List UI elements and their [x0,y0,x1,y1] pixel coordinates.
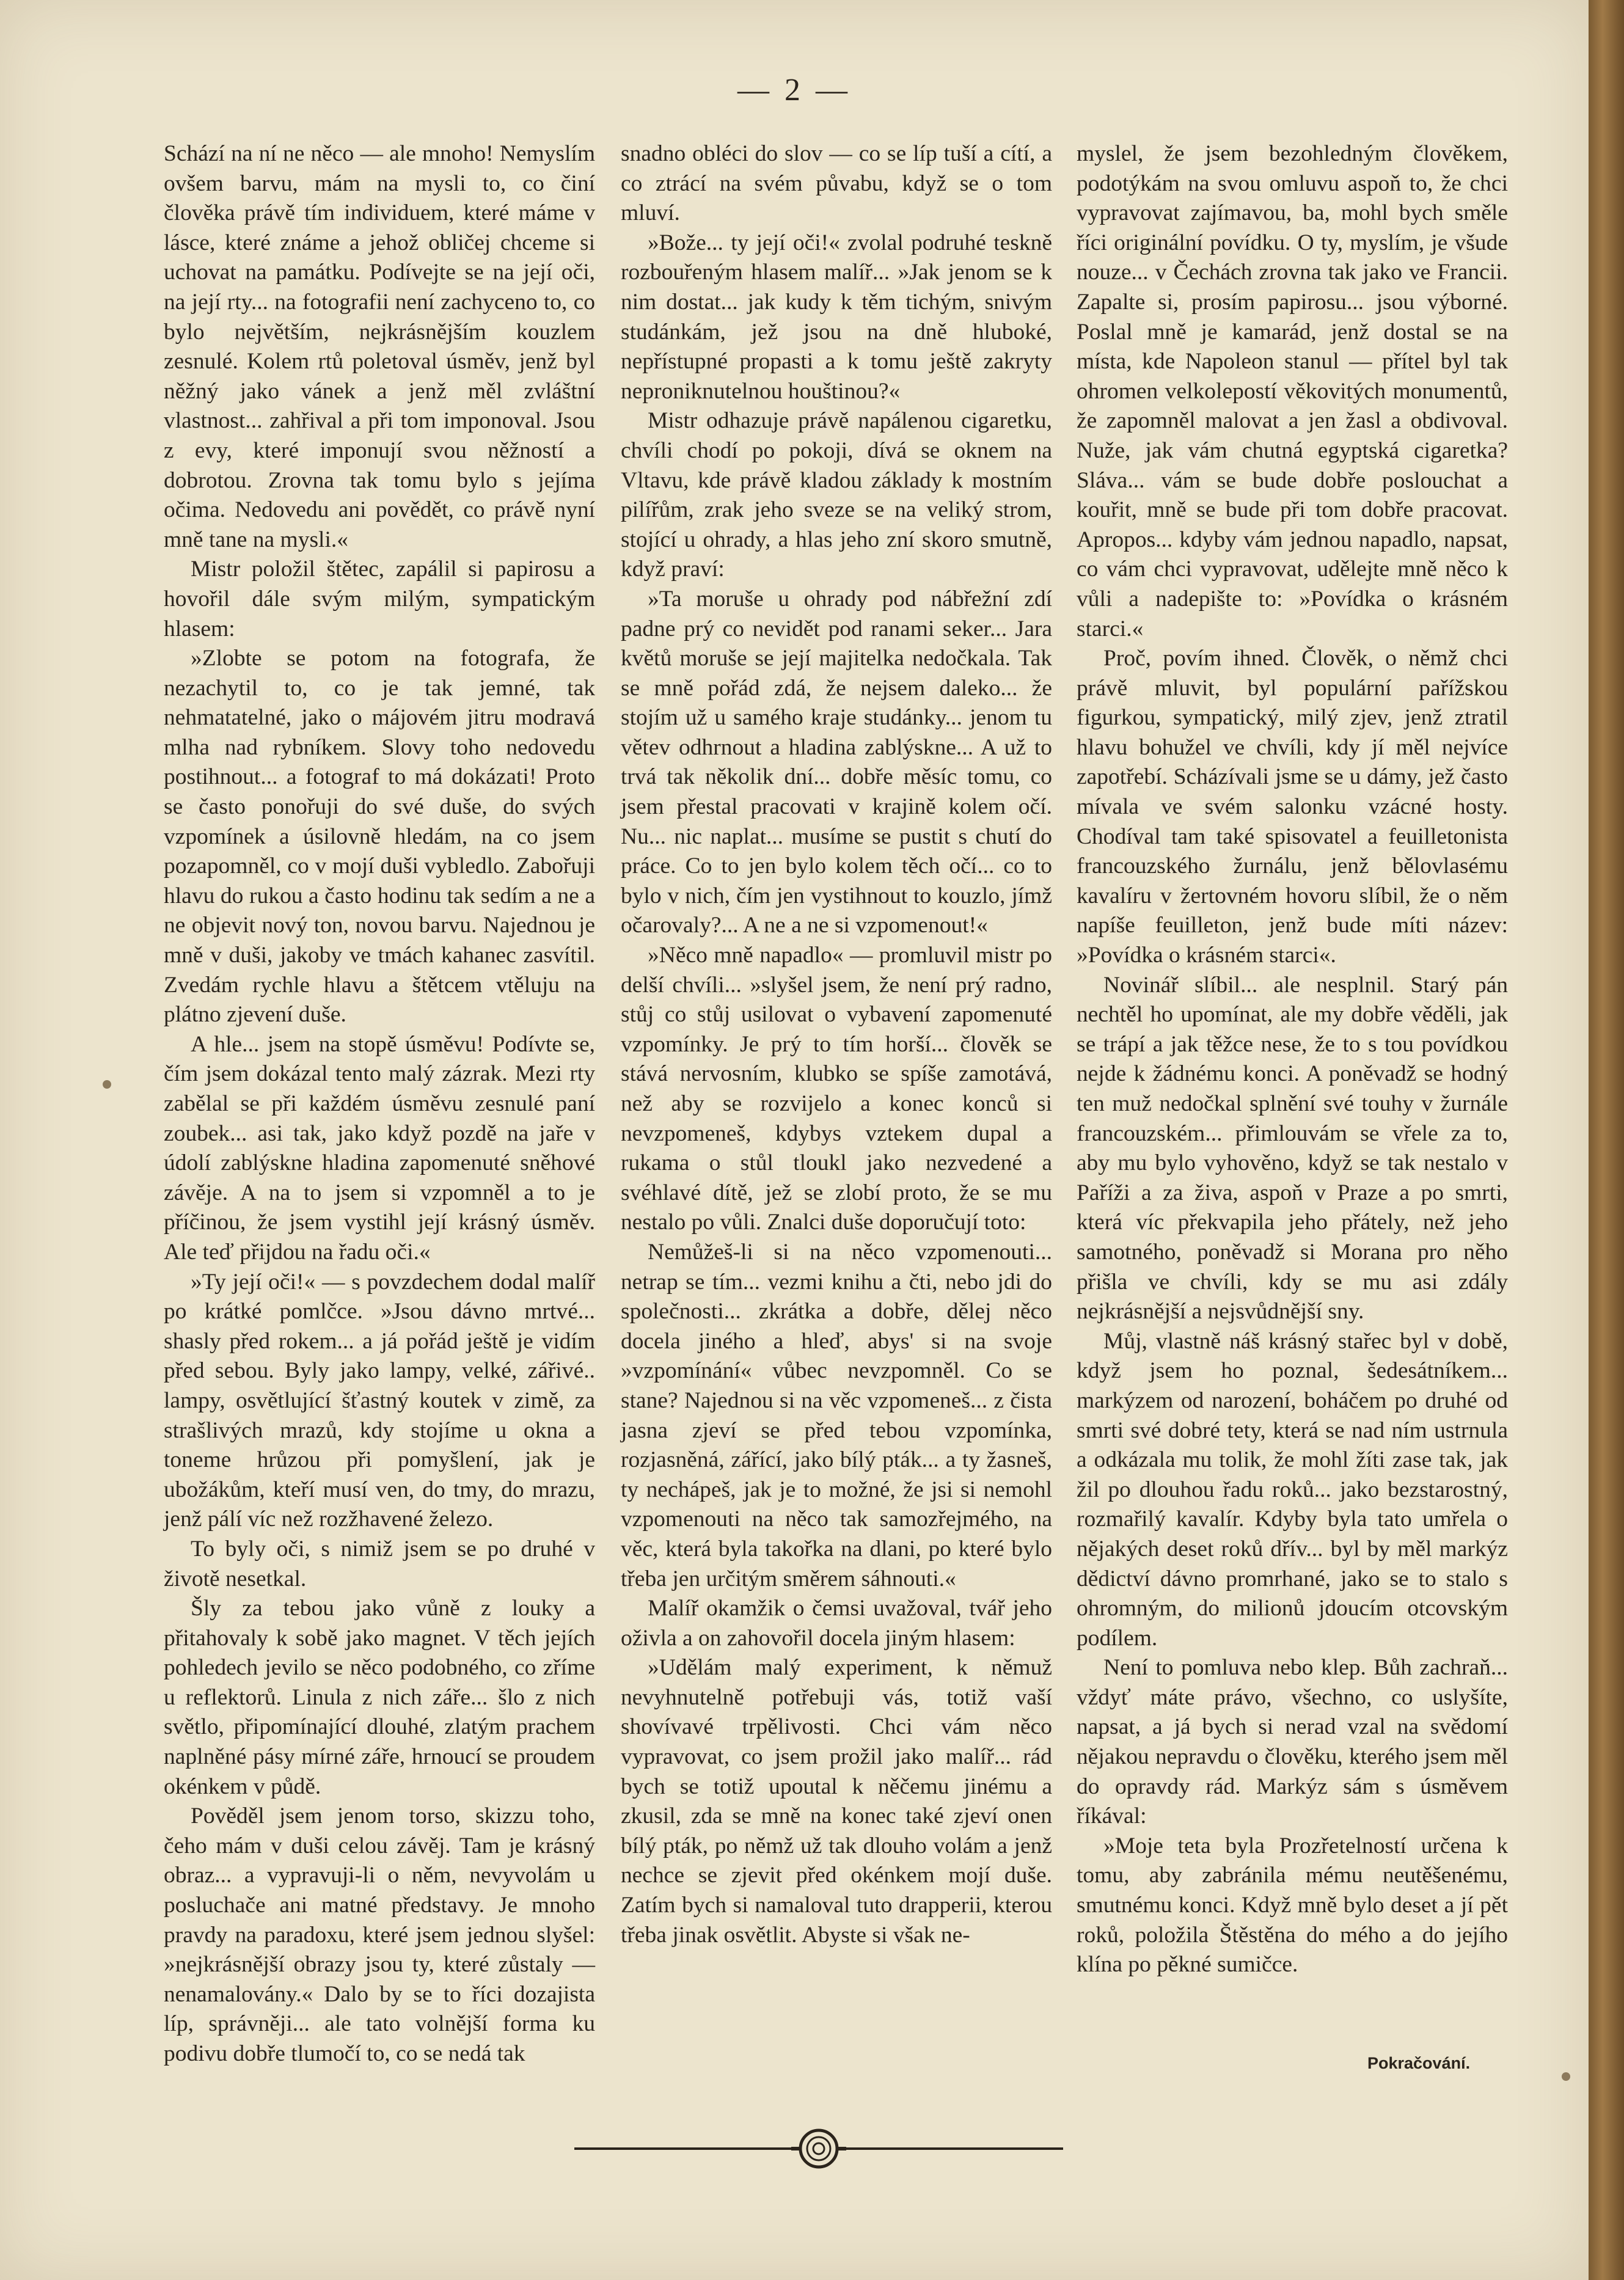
paragraph: »Moje teta byla Prozřetelností určena k tomu, aby zabránila mému neutěšenému, smutnému konci. Když mně bylo deset a jí pět roků, položila Štěstěna do mého a do jejího klína po pěkné sumičce. [1077,1833,1508,1978]
paragraph: Schází na ní ne něco — ale mnoho! Nemyslím ovšem barvu, mám na mysli to, co činí člověka právě tím individuem, které máme v lásce, které známe a jehož obličej chceme si uchovat na památku. Podívejte se na její oči, na její rty... na fotografii není zachyceno to, co bylo největším, nejkrásnějším kouzlem zesnulé. Kolem rtů poletoval úsměv, jenž byl něžný jako vánek a jenž měl zvláštní vlastnost... zahřival a při tom imponoval. Jsou z evy, které imponují svou něžností a dobrotou. Zrovna tak tomu bylo s jejíma očima. Nedovedu ani povědět, co právě nyní mně tane na mysli.« [164,141,595,552]
paper-speck [1562,2072,1570,2081]
paragraph: A hle... jsem na stopě úsměvu! Podívte se, čím jsem dokázal tento malý zázrak. Mezi rty zabělal se při každém úsměvu zesnulé paní zoubek... asi tak, jako když pozdě na jaře v údolí zablýskne hladina zapomenuté sněhové závěje. A na to jsem si vzpomněl a to je příčinou, že jsem vystihl její krásný úsměv. Ale teď přijdou na řadu oči.« [164,1031,595,1265]
paragraph: Proč, povím ihned. Člověk, o němž chci právě mluvit, byl populární pařížskou figurkou, sympatický, milý zjev, jenž ztratil hlavu bohužel ve chvíli, kdy jí měl nejvíce zapotřebí. Scházívali jsme se u dámy, jež často mívala ve svém salonku vzácné hosty. Chodíval tam také spisovatel a feuilletonista francouzského žurnálu, jenž bělovlasému kavalíru v žertovném hovoru slíbil, že o něm napíše feuilleton, jenž bude míti název: »Povídka o krásném starci«. [1077,646,1508,968]
paragraph: Mistr položil štětec, zapálil si papirosu a hovořil dále svým milým, sympatickým hlasem: [164,557,595,641]
paragraph: »Ty její oči!« — s povzdechem dodal malíř po krátké pomlčce. »Jsou dávno mrtvé... shasly před rokem... a já pořád ještě je vidím před sebou. Byly jako lampy, velké, zářivé.. lampy, osvětlující šťastný koutek v zimě, za strašlivých mrazů, kdy stojíme u okna a toneme hrůzou při pomyšlení, jak je ubožákům, kteří musí ven, do tmy, do mrazu, jenž pálí víc než rozžhavené železo. [164,1269,595,1532]
paragraph: snadno obléci do slov — co se líp tuší a cítí, a co ztrácí na svém půvabu, když se o tom mluví. [621,141,1052,226]
page-number: — 2 — [737,73,851,108]
paragraph: Není to pomluva nebo klep. Bůh zachraň... vždyť máte právo, všechno, co uslyšíte, napsat, a já bych si nerad vzal na svědomí nějakou nepravdu o člověku, kterého jsem měl do opravdy rád. Markýz sám s úsměvem říkával: [1077,1655,1508,1829]
page-binding-edge [1589,0,1624,2280]
end-ornament-icon [574,2127,1063,2170]
paragraph: Nemůžeš-li si na něco vzpomenouti... netrap se tím... vezmi knihu a čti, nebo jdi do společnosti... zkrátka a dobře, dělej něco docela jiného a hleď, abys' si na svoje »vzpomínání« vůbec nevzpomněl. Co se stane? Najednou si na věc vzpomeneš... z čista jasna zjeví se před tebou vzpomínka, rozjasněná, zářící, jako bílý pták... a ty žasneš, ty nechápeš, jak je to možné, že jsi si nemohl vzpomenouti na něco tak samozřejmého, na věc, která byla takořka na dlani, po které bylo třeba jen určitým směrem sáhnouti.« [621,1239,1052,1591]
paragraph: To byly oči, s nimiž jsem se po druhé v životě nesetkal. [164,1536,595,1591]
paragraph: Malíř okamžik o čemsi uvažoval, tvář jeho oživla a on zahovořil docela jiným hlasem: [621,1596,1052,1651]
continued-note: Pokračování. [1367,2054,1471,2072]
text-column-3 [1077,139,1508,1980]
paragraph: »Udělám malý experiment, k němuž nevyhnutelně potřebuji vás, totiž vaší shovívavé trpělivosti. Chci vám něco vypravovat, co jsem prožil jako malíř... rád bych se totiž upoutal k něčemu jinému a zkusil, zda se mně na konec také zjeví onen bílý pták, po němž už tak dlouho volám a jenž nechce se zjevit před okénkem mojí duše. Zatím bych si namaloval tuto drapperii, kterou třeba jinak osvětlit. Abyste si však ne- [621,1655,1052,1948]
text-column-2 [621,139,1052,1950]
paragraph: Pověděl jsem jenom torso, skizzu toho, čeho mám v duši celou závěj. Tam je krásný obraz... a vypravuji-li o něm, nevyvolám u posluchače ani matné představy. Je mnoho pravdy na paradoxu, které jsem jednou slyšel: »nejkrásnější obrazy jsou ty, které zůstaly — nenamalovány.« Dalo by se to říci dozajista líp, správněji... ale tato volnější forma ku podivu dobře tlumočí to, co se nedá tak [164,1803,595,2066]
paragraph: Můj, vlastně náš krásný stařec byl v době, když jsem ho poznal, šedesátníkem... markýzem od narození, boháčem po druhé od smrti své dobré tety, která se nad ním ustrnula a odkázala mu tolik, že mohl žíti zase tak, jak žil po dlouhou řadu roků... jako bezstarostný, rozmařilý kavalír. Kdyby byla tato umřela o nějakých deset roků dřív... byl by měl markýz dědictví dávno promrhané, jako se to stalo s ohromným, do milionů jdoucím otcovským podílem. [1077,1328,1508,1651]
text-column-1 [164,139,595,2069]
paragraph: »Něco mně napadlo« — promluvil mistr po delší chvíli... »slyšel jsem, že není prý radno, stůj co stůj usilovat o vybavení zapomenuté vzpomínky. Je prý to tím horší... člověk se stává nervosním, klubko se spíše zamotává, než aby se rozvijelo a konec konců si nevzpomeneš, kdybys vztekem dupal a rukama o stůl tloukl jako nezvedené a svéhlavé dítě, jež se zlobí proto, že se mu nestalo po vůli. Znalci duše doporučují toto: [621,943,1052,1235]
paragraph: Novinář slíbil... ale nesplnil. Starý pán nechtěl ho upomínat, ale my dobře věděli, jak se trápí a jak těžce nese, že to s tou povídkou nejde k žádnému konci. A poněvadž se hodný ten muž nedočkal splnění své touhy v žurnále francouzském... přimlouvám se vřele za to, aby mu bylo vyhověno, když se tak nestalo v Paříži a za živa, aspoň v Praze a po smrti, která víc překvapila jeho přátely, než jeho samotného, poněvadž si Morana pro něho přišla ve chvíli, kdy se mu asi zdály nejkrásnější a nejsvůdnější sny. [1077,972,1508,1325]
paragraph: Mistr odhazuje právě napálenou cigaretku, chvíli chodí po pokoji, dívá se oknem na Vltavu, kde právě kladou základy k mostním pilířům, zrak jeho sveze se na veliký strom, stojící u ohrady, a hlas jeho zní skoro smutně, když praví: [621,408,1052,582]
paragraph: »Zlobte se potom na fotografa, že nezachytil to, co je tak jemné, tak nehmatatelné, jako o májovém jitru modravá mlha nad rybníkem. Slovy toho nedovedu postihnout... a fotograf to má dokázati! Proto se často ponořuji do své duše, do svých vzpomínek a úsilovně hledám, na co jsem pozapomněl, co v mojí duši vybledlo. Zabořuji hlavu do rukou a často hodinu tak sedím a ne a ne objevit nový ton, novou barvu. Najednou je mně v duši, jakoby ve tmách kahanec zasvítil. Zvedám rychle hlavu a štětcem vtěluju na plátno zjevení duše. [164,646,595,1028]
paper-speck [103,1080,111,1089]
paragraph: myslel, že jsem bezohledným člověkem, podotýkám na svou omluvu aspoň to, že chci vypravovat zajímavou, ba, mohl bych směle říci originální povídku. O ty, myslím, je všude nouze... v Čechách zrovna tak jako ve Francii. Zapalte si, prosím papirosu... jsou výborné. Poslal mně je kamarád, jenž dostal se na místa, kde Napoleon stanul — přítel byl tak ohromen velkolepostí věkovitých monumentů, že zapomněl malovat a jen žasl a obdivoval. Nuže, jak vám chutná egyptská cigaretka? Sláva... vám se bude dobře poslouchat a kouřit, mně se bude při tom dobře pracovat. Apropos... kdyby vám jednou napadlo, napsat, co vám chci vypravovat, udělejte mně něco k vůli a nadepište to: »Povídka o krásném starci.« [1077,141,1508,641]
paragraph: »Bože... ty její oči!« zvolal podruhé teskně rozbouřeným hlasem malíř... »Jak jenom se k nim dostat... jak kudy k těm tichým, snivým studánkám, jež jsou na dně hluboké, nepřístupné propasti a k tomu ještě zakryty neproniknutelnou houštinou?« [621,230,1052,404]
paragraph: Šly za tebou jako vůně z louky a přitahovaly k sobě jako magnet. V těch jejích pohledech jevilo se něco podobného, co zříme u reflektorů. Linula z nich záře... šlo z nich světlo, připomínající dlouhé, zlatým prachem naplněné pásy mírné záře, hrnoucí se proudem okénkem v půdě. [164,1596,595,1799]
paragraph: »Ta moruše u ohrady pod nábřežní zdí padne prý co nevidět pod ranami seker... Jara květů moruše se její majitelka nedočkala. Tak se mně pořád zdá, že nejsem daleko... že stojím už u samého kraje studánky... jenom tu větev odhrnout a hladina zablýskne... A už to trvá tak několik dní... dobře měsíc tomu, co jsem přestal pracovati v krajině kolem očí. Nu... nic naplat... musíme se pustit s chutí do práce. Co to jen bylo kolem těch očí... co to bylo v nich, čím jen vystihnout to kouzlo, jímž očarovaly?... A ne a ne si vzpomenout!« [621,586,1052,938]
